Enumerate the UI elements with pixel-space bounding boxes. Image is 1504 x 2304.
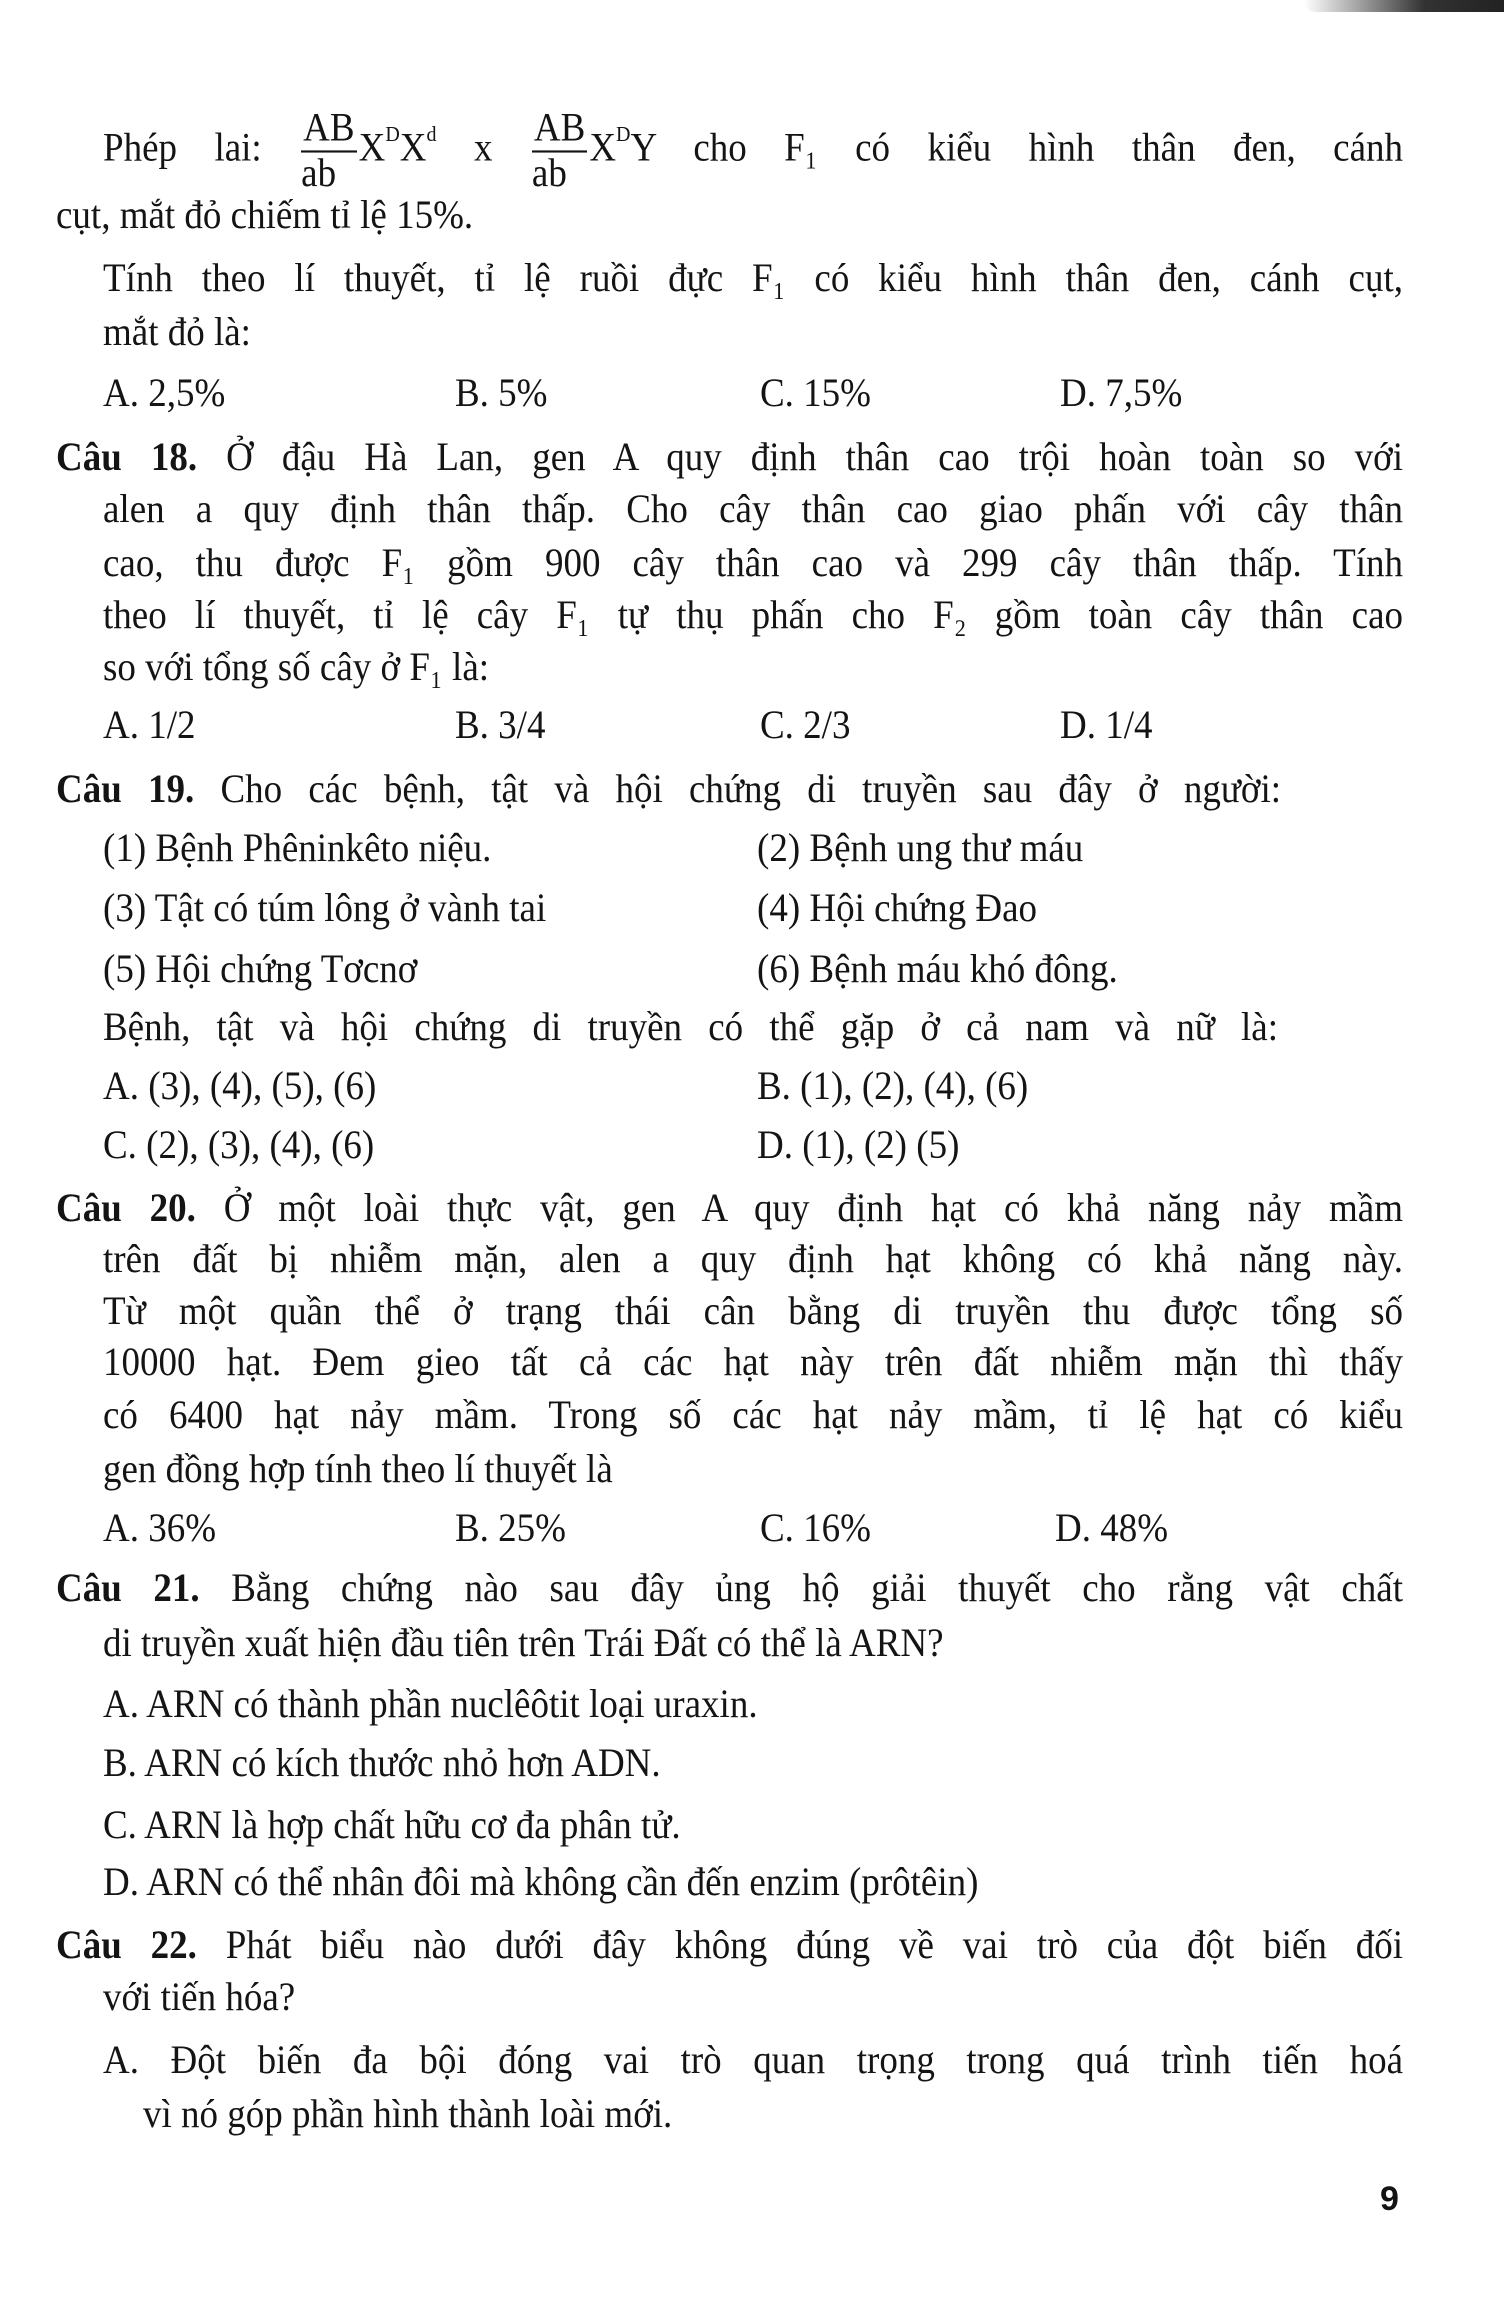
q17-line: cụt, mắt đỏ chiếm tỉ lệ 15%.: [56, 193, 474, 238]
q17-line: mắt đỏ là:: [103, 310, 251, 355]
q17-option-b: B. 5%: [455, 371, 548, 416]
q17-option-d: D. 7,5%: [1060, 371, 1183, 416]
q20-line: trên đất bị nhiễm mặn, alen a quy định hạt không có khả năng này.: [103, 1237, 1403, 1282]
genotype-fraction: $\frac{AB}{ab}$: [531, 106, 586, 196]
q20-option-a: A. 36%: [103, 1506, 217, 1551]
q17-line: Tính theo lí thuyết, tỉ lệ ruồi đực F₁ có kiểu hình thân đen, cánh cụt,: [103, 256, 1403, 301]
q21-option-c: C. ARN là hợp chất hữu cơ đa phân tử.: [103, 1803, 681, 1848]
genotype-fraction: $\frac{AB}{ab}$: [301, 106, 355, 196]
q22-option-a-cont: vì nó góp phần hình thành loài mới.: [143, 2092, 673, 2137]
q20-line: 10000 hạt. Đem gieo tất cả các hạt này trên đất nhiễm mặn thì thấy: [103, 1340, 1403, 1385]
page-number: 9: [1380, 2180, 1399, 2218]
q19-item: (1) Bệnh Phêninkêto niệu.: [103, 826, 492, 871]
q22-line: với tiến hóa?: [103, 1975, 296, 2020]
q19-item: (2) Bệnh ung thư máu: [757, 826, 1084, 871]
question-label: Câu 19.: [56, 767, 195, 812]
q19-item: (3) Tật có túm lông ở vành tai: [103, 886, 547, 931]
q22-line: Câu 22. Phát biểu nào dưới đây không đúng về vai trò của đột biến đối: [56, 1923, 1403, 1968]
q20-option-d: D. 48%: [1055, 1506, 1169, 1551]
q19-line: Câu 19. Cho các bệnh, tật và hội chứng di truyền sau đây ở người:: [56, 767, 1282, 812]
q17-option-c: C. 15%: [760, 371, 871, 416]
q18-option-d: D. 1/4: [1060, 703, 1153, 748]
q19-item: (4) Hội chứng Đao: [757, 886, 1038, 931]
scan-shadow: [1304, 0, 1504, 12]
q20-line: Câu 20. Ở một loài thực vật, gen A quy định hạt có khả năng nảy mầm: [56, 1186, 1403, 1231]
question-label: Câu 22.: [56, 1923, 197, 1968]
q18-line: so với tổng số cây ở F₁ là:: [103, 645, 490, 690]
q18-option-c: C. 2/3: [760, 703, 851, 748]
question-label: Câu 20.: [56, 1186, 196, 1231]
q20-line: gen đồng hợp tính theo lí thuyết là: [103, 1447, 613, 1492]
q21-option-d: D. ARN có thể nhân đôi mà không cần đến enzim (prôtêin): [103, 1860, 979, 1905]
q19-option-c: C. (2), (3), (4), (6): [103, 1123, 375, 1168]
q19-option-d: D. (1), (2) (5): [757, 1123, 960, 1168]
q22-option-a: A. Đột biến đa bội đóng vai trò quan trọng trong quá trình tiến hoá: [103, 2038, 1403, 2083]
q17-cross-line: Phép lai: $\frac{AB}{ab}$ $X^DX^d$ x $\frac{AB}{ab}$ $X^DY$ cho F₁ có kiểu hình thân đen, cánh: [103, 106, 1403, 196]
q18-option-a: A. 1/2: [103, 703, 196, 748]
q18-line: alen a quy định thân thấp. Cho cây thân cao giao phấn với cây thân: [103, 487, 1403, 532]
q17-intro: Phép lai:: [103, 126, 262, 171]
q18-line: Câu 18. Ở đậu Hà Lan, gen A quy định thân cao trội hoàn toàn so với: [56, 435, 1403, 480]
q21-option-a: A. ARN có thành phần nuclêôtit loại uraxin.: [103, 1682, 758, 1727]
q19-item: (5) Hội chứng Tơcnơ: [103, 947, 418, 992]
q17-option-a: A. 2,5%: [103, 371, 226, 416]
q21-line: di truyền xuất hiện đầu tiên trên Trái Đất có thể là ARN?: [103, 1621, 944, 1666]
q21-option-b: B. ARN có kích thước nhỏ hơn ADN.: [103, 1741, 661, 1786]
q17-text: cho F₁ có kiểu hình thân đen, cánh: [693, 126, 1403, 171]
question-label: Câu 21.: [56, 1566, 200, 1611]
q19-prompt: Bệnh, tật và hội chứng di truyền có thể gặp ở cả nam và nữ là:: [103, 1005, 1278, 1050]
q19-option-a: A. (3), (4), (5), (6): [103, 1064, 377, 1109]
q20-option-c: C. 16%: [760, 1506, 871, 1551]
q20-option-b: B. 25%: [455, 1506, 566, 1551]
q21-line: Câu 21. Bằng chứng nào sau đây ủng hộ giải thuyết cho rằng vật chất: [56, 1566, 1403, 1611]
q18-line: theo lí thuyết, tỉ lệ cây F₁ tự thụ phấn cho F₂ gồm toàn cây thân cao: [103, 593, 1403, 638]
question-label: Câu 18.: [56, 435, 198, 480]
q20-line: Từ một quần thể ở trạng thái cân bằng di truyền thu được tổng số: [103, 1289, 1403, 1334]
q19-item: (6) Bệnh máu khó đông.: [757, 947, 1118, 992]
q20-line: có 6400 hạt nảy mầm. Trong số các hạt nảy mầm, tỉ lệ hạt có kiểu: [103, 1393, 1403, 1438]
q18-line: cao, thu được F₁ gồm 900 cây thân cao và 299 cây thân thấp. Tính: [103, 541, 1403, 586]
q18-option-b: B. 3/4: [455, 703, 546, 748]
q19-option-b: B. (1), (2), (4), (6): [757, 1064, 1029, 1109]
